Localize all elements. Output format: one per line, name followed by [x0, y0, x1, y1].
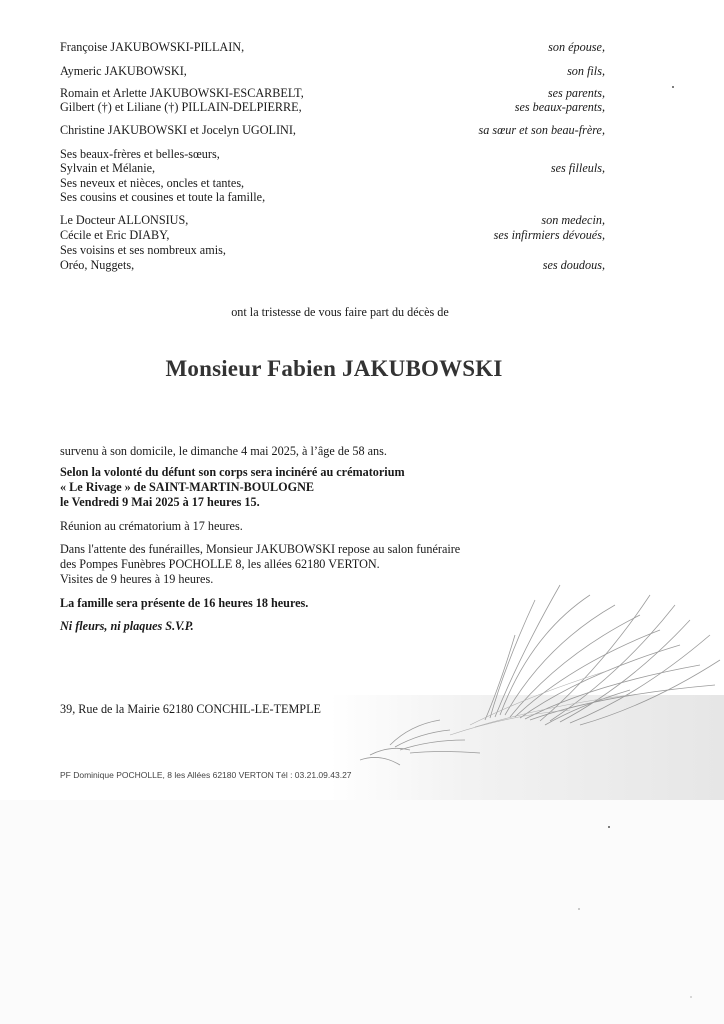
funeral-home-footer: PF Dominique POCHOLLE, 8 les Allées 62180 VERTON Tél : 03.21.09.43.27 — [60, 770, 352, 780]
scan-speck — [672, 86, 674, 88]
meeting-info: Réunion au crématorium à 17 heures. — [60, 519, 243, 533]
scan-speck — [690, 996, 692, 998]
family-relation: ses filleuls, — [550, 161, 605, 175]
family-name: Romain et Arlette JAKUBOWSKI-ESCARBELT, — [60, 86, 304, 100]
family-name: Sylvain et Mélanie, — [60, 161, 156, 175]
scan-speck — [578, 908, 580, 910]
grass-illustration — [330, 575, 724, 800]
family-name: Christine JAKUBOWSKI et Jocelyn UGOLINI, — [60, 123, 296, 137]
cremation-line: « Le Rivage » de SAINT-MARTIN-BOULOGNE — [60, 480, 315, 494]
family-present-info: La famille sera présente de 16 heures 18 heures. — [60, 596, 309, 610]
deceased-name: Monsieur Fabien JAKUBOWSKI — [165, 356, 503, 381]
family-relation: ses parents, — [547, 86, 605, 100]
announcement-text: ont la tristesse de vous faire part du décès de — [231, 305, 449, 319]
scanner-background — [0, 800, 724, 1024]
cremation-line: le Vendredi 9 Mai 2025 à 17 heures 15. — [60, 495, 260, 509]
repose-line: Dans l'attente des funérailles, Monsieur JAKUBOWSKI repose au salon funéraire — [60, 542, 461, 556]
repose-line: des Pompes Funèbres POCHOLLE 8, les allées 62180 VERTON. — [60, 557, 380, 571]
family-name: Gilbert (†) et Liliane (†) PILLAIN-DELPIERRE, — [60, 100, 302, 114]
no-flowers-note: Ni fleurs, ni plaques S.V.P. — [60, 619, 194, 633]
family-name: Ses voisins et ses nombreux amis, — [60, 243, 226, 257]
scan-speck — [608, 826, 610, 828]
address: 39, Rue de la Mairie 62180 CONCHIL-LE-TEMPLE — [60, 702, 321, 716]
family-relation: sa sœur et son beau-frère, — [478, 123, 605, 137]
family-name: Ses beaux-frères et belles-sœurs, — [60, 147, 220, 161]
repose-line: Visites de 9 heures à 19 heures. — [60, 572, 214, 586]
family-relation: son fils, — [567, 64, 605, 78]
family-relation: ses beaux-parents, — [514, 100, 605, 114]
family-name: Cécile et Eric DIABY, — [60, 228, 170, 242]
family-name: Ses neveux et nièces, oncles et tantes, — [60, 176, 245, 190]
family-relation: son épouse, — [548, 40, 605, 54]
family-relation: ses doudous, — [542, 258, 605, 272]
family-name: Oréo, Nuggets, — [60, 258, 135, 272]
family-name: Le Docteur ALLONSIUS, — [60, 213, 189, 227]
family-name: Françoise JAKUBOWSKI-PILLAIN, — [60, 40, 245, 54]
family-relation: ses infirmiers dévoués, — [493, 228, 605, 242]
cremation-line: Selon la volonté du défunt son corps sera incinéré au crématorium — [60, 465, 405, 479]
family-name: Ses cousins et cousines et toute la famille, — [60, 190, 266, 204]
family-name: Aymeric JAKUBOWSKI, — [60, 64, 187, 78]
death-circumstances: survenu à son domicile, le dimanche 4 mai 2025, à l’âge de 58 ans. — [60, 444, 387, 458]
family-relation: son medecin, — [541, 213, 605, 227]
